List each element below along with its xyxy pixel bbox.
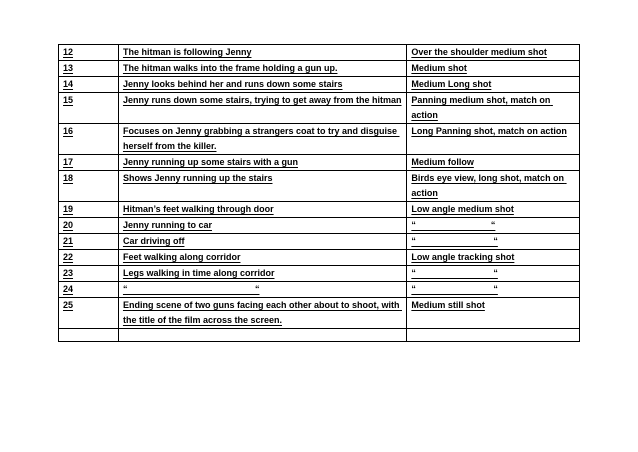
shot-number: 12 — [59, 45, 119, 61]
shot-type: “ “ — [407, 234, 580, 250]
table-row — [59, 266, 580, 282]
shot-number: 16 — [59, 124, 119, 155]
shot-type: Long Panning shot, match on action — [407, 124, 580, 155]
shot-description: Shows Jenny running up the stairs — [118, 171, 406, 202]
empty-cell — [118, 329, 406, 342]
shot-number: 14 — [59, 77, 119, 93]
table-row — [59, 218, 580, 234]
table-row — [59, 250, 580, 266]
empty-cell — [407, 329, 580, 342]
shot-description: Hitman’s feet walking through door — [118, 202, 406, 218]
shot-description: Car driving off — [118, 234, 406, 250]
table-row — [59, 155, 580, 171]
shot-description: Jenny running to car — [118, 218, 406, 234]
shot-type: “ “ — [407, 218, 580, 234]
shot-type: Low angle medium shot — [407, 202, 580, 218]
shot-description: Focuses on Jenny grabbing a strangers coat to try and disguise herself from the killer. — [118, 124, 406, 155]
shot-number: 20 — [59, 218, 119, 234]
shot-type: “ “ — [407, 266, 580, 282]
shot-type: Medium still shot — [407, 298, 580, 329]
table-row — [59, 45, 580, 61]
shot-description: “ “ — [118, 282, 406, 298]
shot-description: The hitman is following Jenny — [118, 45, 406, 61]
table-row — [59, 93, 580, 124]
shot-description: Ending scene of two guns facing each other about to shoot, with the title of the film across the screen. — [118, 298, 406, 329]
table-row — [59, 202, 580, 218]
shot-description: Jenny runs down some stairs, trying to get away from the hitman — [118, 93, 406, 124]
shot-description: Feet walking along corridor — [118, 250, 406, 266]
shot-number: 18 — [59, 171, 119, 202]
shot-description: The hitman walks into the frame holding a gun up. — [118, 61, 406, 77]
table-row — [59, 171, 580, 202]
shot-type: Low angle tracking shot — [407, 250, 580, 266]
shot-number: 22 — [59, 250, 119, 266]
shot-number: 25 — [59, 298, 119, 329]
shot-number: 15 — [59, 93, 119, 124]
shot-list-document — [58, 44, 580, 342]
shot-number: 19 — [59, 202, 119, 218]
empty-cell — [59, 329, 119, 342]
shot-description: Jenny running up some stairs with a gun — [118, 155, 406, 171]
table-row — [59, 61, 580, 77]
shot-number: 21 — [59, 234, 119, 250]
shot-number: 23 — [59, 266, 119, 282]
shot-number: 24 — [59, 282, 119, 298]
shot-type: Over the shoulder medium shot — [407, 45, 580, 61]
shot-type: “ “ — [407, 282, 580, 298]
table-row — [59, 298, 580, 329]
shot-type: Birds eye view, long shot, match on action — [407, 171, 580, 202]
table-row — [59, 124, 580, 155]
shot-number: 17 — [59, 155, 119, 171]
shot-number: 13 — [59, 61, 119, 77]
table-row — [59, 234, 580, 250]
table-row — [59, 282, 580, 298]
shot-description: Legs walking in time along corridor — [118, 266, 406, 282]
shot-description: Jenny looks behind her and runs down some stairs — [118, 77, 406, 93]
empty-table-row — [59, 329, 580, 342]
shot-type: Medium Long shot — [407, 77, 580, 93]
shot-list-table — [58, 44, 580, 342]
shot-type: Medium follow — [407, 155, 580, 171]
shot-type: Medium shot — [407, 61, 580, 77]
table-row — [59, 77, 580, 93]
shot-type: Panning medium shot, match on action — [407, 93, 580, 124]
